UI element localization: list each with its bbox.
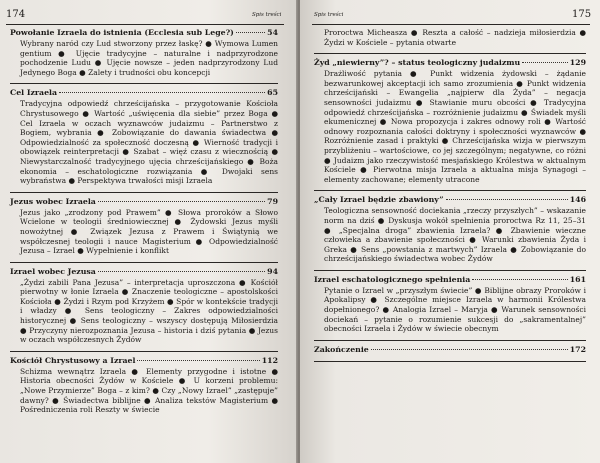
section-divider (10, 83, 278, 84)
toc-page-number: 112 (261, 355, 278, 365)
toc-section-summary: Tradycyjna odpowiedź chrześcijańska – przygotowanie Kościoła Chrystusowego ● Wartość „uświęcenia dla siebie” przez Boga ● Cel Izraela w oczach wyznawców judaizmu – Partnerstwo z Bogiem, wybrania ● Zobowiązanie do dawania świadectwa ● Odpowiedzialność za społeczność doczesną ● Wierność tradycji i obowiązek reinterpretacji ● Szabat – więź czasu z wiecznością ● Niewystarczalność tradycyjnego ujęcia chrześcijańskiego ● Boża ekonomia – eschatologiczne rozwiązania ● Dwojaki sens wybraństwa ● Perspektywa trwałości misji Izraela (20, 99, 278, 186)
section-divider (314, 361, 586, 362)
section-divider (314, 190, 586, 191)
leader-dots (98, 271, 265, 272)
section-divider (10, 262, 278, 263)
toc-section-title: Żyd „niewierny”? – status teologiczny judaizmu (314, 58, 521, 68)
left-page-number: 174 (6, 9, 26, 20)
leader-dots (371, 349, 568, 350)
toc-page-number: 79 (267, 196, 278, 206)
toc-section (314, 275, 586, 334)
leader-dots (472, 279, 567, 280)
toc-section (10, 28, 278, 77)
toc-section (314, 345, 586, 355)
toc-section-title: Jezus wobec Izraela (10, 196, 96, 206)
toc-section-title: Kościół Chrystusowy a Izrael (10, 355, 136, 365)
right-toc-column (314, 28, 586, 366)
toc-section-title: Powołanie Izraela do istnienia (Ecclesia sub Lege?) (10, 28, 234, 37)
left-page (0, 0, 298, 463)
right-header-rule (312, 24, 590, 25)
toc-section-summary: Teologiczna sensowność dociekania „rzeczy przyszłych” – wskazanie norm na dziś ● Dyskusja wokół spełnienia proroctwa Rz 11, 25–31 ● „Specjalna droga” zbawienia Izraela? ● Zbawienie wieczne człowieka a zbawienie społeczności ● Warunki zbawienia Żyda i Greka ● Sens „powstania z martwych” Izraela ● Zobowiązanie do chrześcijańskiego świadectwa wobec Żydów (324, 206, 586, 264)
toc-page-number: 146 (569, 195, 586, 205)
toc-section (10, 356, 278, 415)
toc-section (10, 197, 278, 256)
section-divider (314, 270, 586, 271)
toc-page-number: 172 (569, 344, 586, 354)
toc-section-summary: „Żydzi zabili Pana Jezusa” – interpretacja uproszczona ● Kościół pierwotny w łonie Izraela ● Znaczenie teologiczne – apostolskości Kościoła ● Żydzi i Rzym pod Krzyżem ● Spór w kontekście tradycji i władzy ● Sens teologiczny – Zakres odpowiedzialności historycznej ● Sens teologiczny – wszyscy dostępują Miłosierdzia ● Przyczyny nierozpoznania Jezusa – historia i dziś pytania ● Jezus w oczach współczesnych Żydów (20, 277, 278, 345)
toc-page-number: 54 (267, 28, 278, 37)
toc-section-title: Cel Izraela (10, 88, 58, 98)
toc-page-number: 129 (569, 58, 586, 68)
toc-section (314, 58, 586, 184)
right-page (300, 0, 600, 463)
left-running-head: Spis treści (252, 12, 282, 18)
leader-dots (236, 32, 265, 33)
section-divider (314, 340, 586, 341)
left-header-rule (6, 24, 284, 25)
toc-page-number: 161 (569, 274, 586, 284)
toc-page-number: 65 (267, 88, 278, 98)
toc-section-summary: Proroctwa Micheasza ● Reszta a całość – nadzieja miłosierdzia ● Żydzi w Kościele – pytania otwarte (324, 28, 586, 47)
toc-continuation (314, 28, 586, 47)
toc-section-summary: Jezus jako „zrodzony pod Prawem” ● Słowa proroków a Słowo Wcielone w teologii średniowiecznej ● Żydowski Jezus myśli nowożytnej ● Związek Jezusa z Prawem i Świątynią we współczesnej teologii i nauce Magisterium ● Odpowiedzialność Jezusa – Izrael ● Wypełnienie i konflikt (20, 207, 278, 256)
toc-section-title: Izrael wobec Jezusa (10, 266, 96, 276)
right-page-number: 175 (572, 9, 592, 20)
toc-page-number: 94 (267, 266, 278, 276)
toc-section-summary: Drażliwość pytania ● Punkt widzenia żydowski – żądanie bezwarunkowej akceptacji ich samo zrozumienia ● Punkt widzenia chrześcijański – Ewangelia „najpierw dla Żyda” – negacja sensowności judaizmu ● Stawianie muru obcości ● Tradycyjna odpowiedź chrześcijańska – rozróżnienie judaizmu ● Świadek myśli ekumenicznej ● Nowa propozycja i zakres odnowy roli ● Wartość odnowy rozpoznania całości doktryny i społeczności wyznawców ● Rozróżnienie zasad i praktyki ● Chrześcijańska wizja w pierwszym przybliżeniu – wartościowe, co jej szczególnym; negatywne, co różni ● Judaizm jako rzeczywistość mesjańskiego Królestwa w aktualnym Kościele ● Pierwotna misja Izraela a aktualna misja Synagogi – elementy zachowane; elementy utracone (324, 69, 586, 184)
toc-section (10, 88, 278, 185)
right-running-head: Spis treści (314, 12, 344, 18)
toc-section-title: Izrael eschatologicznego spełnienia (314, 274, 471, 284)
leader-dots (137, 360, 259, 361)
leader-dots (98, 201, 265, 202)
section-divider (10, 192, 278, 193)
toc-section-title: Zakończenie (314, 344, 369, 354)
leader-dots (446, 199, 568, 200)
section-divider (314, 53, 586, 54)
toc-section (314, 195, 586, 264)
toc-section-summary: Schizma wewnątrz Izraela ● Elementy przygodne i istotne ● Historia obecności Żydów w Kościele ● U korzeni problemu: „Nowe Przymierze” Boga – z kim? ● Czy „Nowy Izrael” „zastępuje” dawny? ● Świadectwa biblijne ● Analiza tekstów Magisterium ● Pośredniczenia roli Reszty w świecie (20, 366, 278, 415)
left-toc-column (10, 28, 278, 421)
toc-section-title: „Cały Izrael będzie zbawiony” (314, 195, 444, 205)
toc-section (10, 267, 278, 345)
toc-section-summary: Wybrany naród czy Lud stworzony przez łaskę? ● Wymowa Lumen gentium ● Ujęcie tradycyjne – naturalne i nadprzyrodzone pochodzenie Ludu ● Ujęcie nowsze – jeden nadprzyrodzony Lud Jedynego Boga ● Zalety i trudności obu koncepcji (20, 39, 278, 77)
leader-dots (59, 92, 265, 93)
section-divider (10, 351, 278, 352)
leader-dots (522, 62, 568, 63)
toc-section-summary: Pytanie o Izrael w „przyszłym świecie” ● Biblijne obrazy Proroków i Apokalipsy ● Szczególne miejsce Izraela w harmonii Królestwa dopełnionego? ● Analogia Izrael – Maryja ● Warunek sensowności dociekań – pytanie o rozumienie sukcesji do „sakramentalnej” obecności Izraela i Żydów w świecie obecnym (324, 285, 586, 334)
